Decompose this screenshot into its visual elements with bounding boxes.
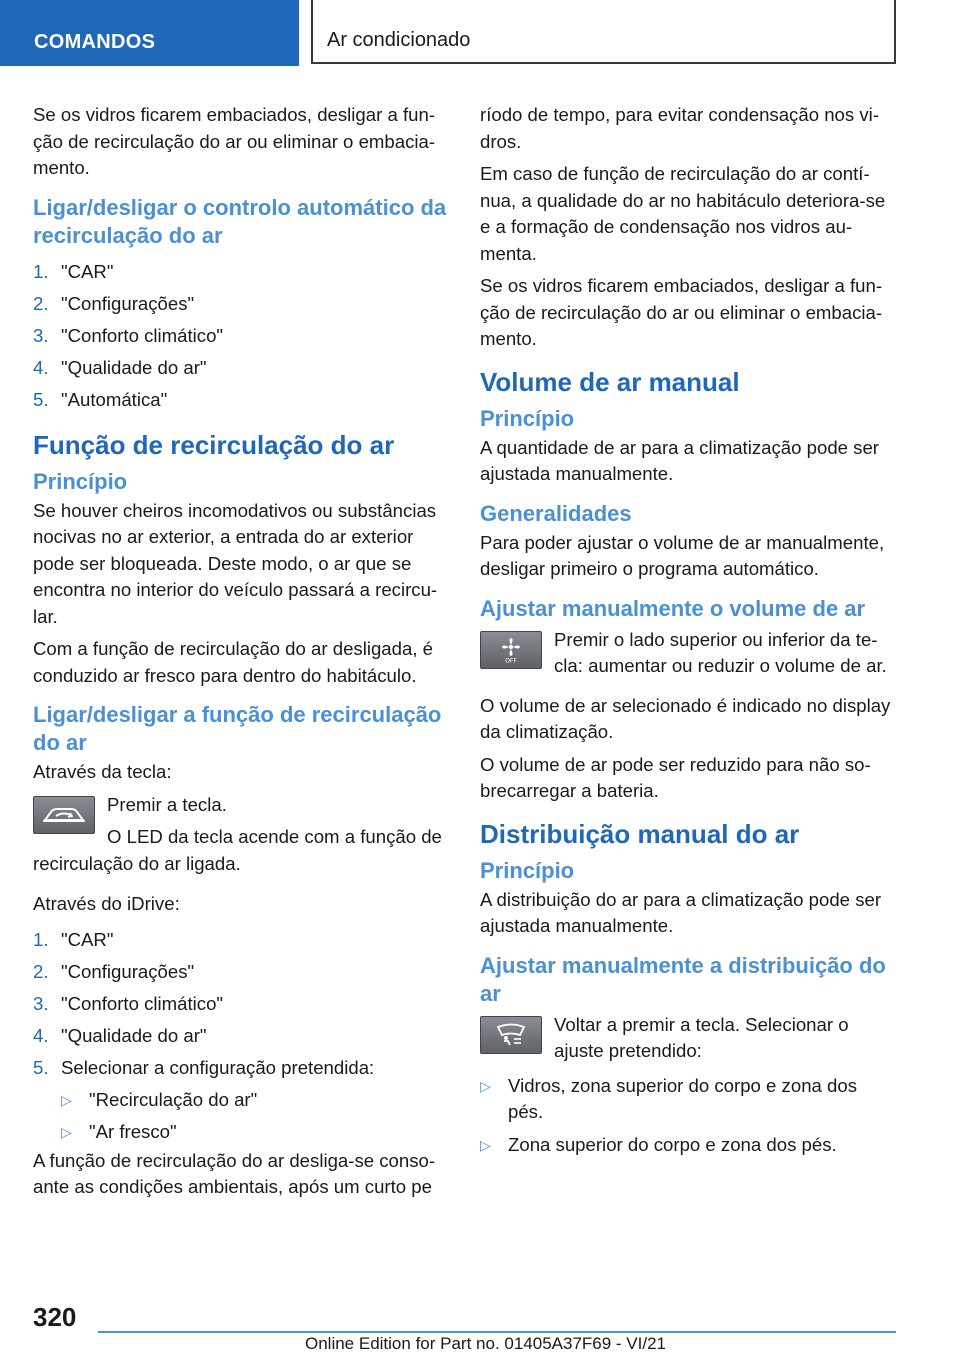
idrive-options-list [61, 1084, 447, 1148]
triangle-bullet-icon: ▷ [480, 1136, 491, 1153]
principio-heading: Princípio [33, 468, 128, 494]
triangle-bullet-icon: ▷ [480, 1077, 491, 1094]
adjust-volume-heading: Ajustar manualmente o volume de ar [480, 595, 866, 621]
via-idrive-label: Através do iDrive: [33, 893, 180, 914]
list-item: 4. "Qualidade do ar" [33, 356, 207, 378]
list-item: 5. "Automática" [33, 388, 168, 410]
fan-key-row [480, 627, 894, 685]
adjust-distribution-key-text: Voltar a premir a tecla. Selecionar o ajuste pretendido: [554, 1013, 849, 1061]
list-item: ▷ "Recirculação do ar" [61, 1084, 447, 1116]
cont-paragraph-1: ríodo de tempo, para evitar condensação nos vidros. [480, 104, 879, 152]
principio-paragraph-2: Com a função de recirculação do ar desligada, é conduzido ar fresco para dentro do habitáculo. [33, 638, 434, 686]
recirc-car-icon [33, 796, 95, 834]
adjust-volume-key-text: Premir o lado superior ou inferior da tecla: aumentar ou reduzir o volume de ar. [554, 628, 887, 676]
generalidades-paragraph: Para poder ajustar o volume de ar manualmente, desligar primeiro o programa automático. [480, 531, 885, 579]
vol-principio-heading: Princípio [480, 405, 575, 431]
footer-divider [98, 1331, 896, 1333]
topic-box [311, 0, 896, 64]
onoff-heading: Ligar/desligar a função de recirculação do ar [33, 702, 442, 755]
list-item: 1. "CAR" [33, 928, 114, 950]
list-item: 4. "Qualidade do ar" [33, 1024, 207, 1046]
dist-principio-heading: Princípio [480, 857, 575, 883]
distribution-heading: Distribuição manual do ar [480, 818, 800, 849]
right-column [480, 102, 894, 1164]
vol-paragraph-2: O volume de ar pode ser reduzido para não sobrecarregar a bateria. [480, 753, 871, 801]
cont-paragraph-3: Se os vidros ficarem embaciados, desligar a função de recirculação do ar ou eliminar o embaciamento. [480, 275, 883, 349]
page-footer [0, 1296, 960, 1362]
edition-text: Online Edition for Part no. 01405A37F69 - VI/21 [305, 1334, 667, 1353]
via-key-label: Através da tecla: [33, 761, 172, 782]
fan-off-label: OFF [505, 657, 517, 663]
triangle-bullet-icon: ▷ [61, 1123, 72, 1140]
page-number: 320 [33, 1302, 77, 1332]
list-item: ▷ Zona superior do corpo e zona dos pés. [480, 1132, 894, 1159]
intro-paragraph: Se os vidros ficarem embaciados, desligar a função de recirculação do ar ou eliminar o embaciamento. [33, 104, 436, 178]
recirc-heading: Função de recirculação do ar [33, 429, 395, 460]
list-item: ▷ "Ar fresco" [61, 1116, 447, 1148]
idrive-steps-list [33, 924, 447, 1084]
distribution-options-list [480, 1073, 894, 1159]
vol-paragraph-1: O volume de ar selecionado é indicado no display da climatização. [480, 694, 891, 742]
triangle-bullet-icon: ▷ [61, 1091, 72, 1108]
volume-heading: Volume de ar manual [480, 366, 740, 397]
outro-paragraph: A função de recirculação do ar desliga-se consoante as condições ambientais, após um curto pe [33, 1149, 436, 1197]
list-item: 5. Selecionar a configuração pretendida: [33, 1056, 375, 1078]
key-paragraph-2: O LED da tecla acende com a função de recirculação do ar ligada. [33, 826, 442, 874]
list-item: ▷ Vidros, zona superior do corpo e zona dos pés. [480, 1073, 894, 1126]
vol-principio-paragraph: A quantidade de ar para a climatização pode ser ajustada manualmente. [480, 436, 879, 484]
principio-paragraph-1: Se houver cheiros incomodativos ou substâncias nocivas no ar exterior, a entrada do ar exterior pode ser bloqueada. Deste modo, o ar que se encontra no interior do veículo passará a recircular. [33, 499, 438, 627]
distribution-key-row [480, 1012, 894, 1065]
recirc-key-row [33, 792, 447, 878]
cont-paragraph-2: Em caso de função de recirculação do ar contínua, a qualidade do ar no habitáculo deteriora-se e a formação de condensação nos vidros aumenta. [480, 163, 886, 264]
list-item: 2. "Configurações" [33, 292, 195, 314]
dist-principio-paragraph: A distribuição do ar para a climatização pode ser ajustada manualmente. [480, 888, 882, 936]
list-item: 1. "CAR" [33, 260, 114, 282]
list-item: 3. "Conforto climático" [33, 324, 224, 346]
page-header [0, 0, 960, 66]
key-paragraph-1: Premir a tecla. [107, 793, 227, 815]
fan-off-icon [480, 631, 542, 669]
section-label: COMANDOS [34, 31, 156, 53]
generalidades-heading: Generalidades [480, 500, 632, 526]
list-item: 3. "Conforto climático" [33, 992, 224, 1014]
adjust-distribution-heading: Ajustar manualmente a distribuição do ar [480, 952, 886, 1006]
list-item: 2. "Configurações" [33, 960, 195, 982]
section-tab [0, 0, 299, 66]
auto-recirc-heading: Ligar/desligar o controlo automático da recirculação do ar [33, 194, 447, 248]
left-column [33, 102, 447, 1207]
air-distribution-icon [480, 1016, 542, 1054]
auto-steps-list [33, 256, 447, 416]
topic-label: Ar condicionado [327, 29, 471, 51]
